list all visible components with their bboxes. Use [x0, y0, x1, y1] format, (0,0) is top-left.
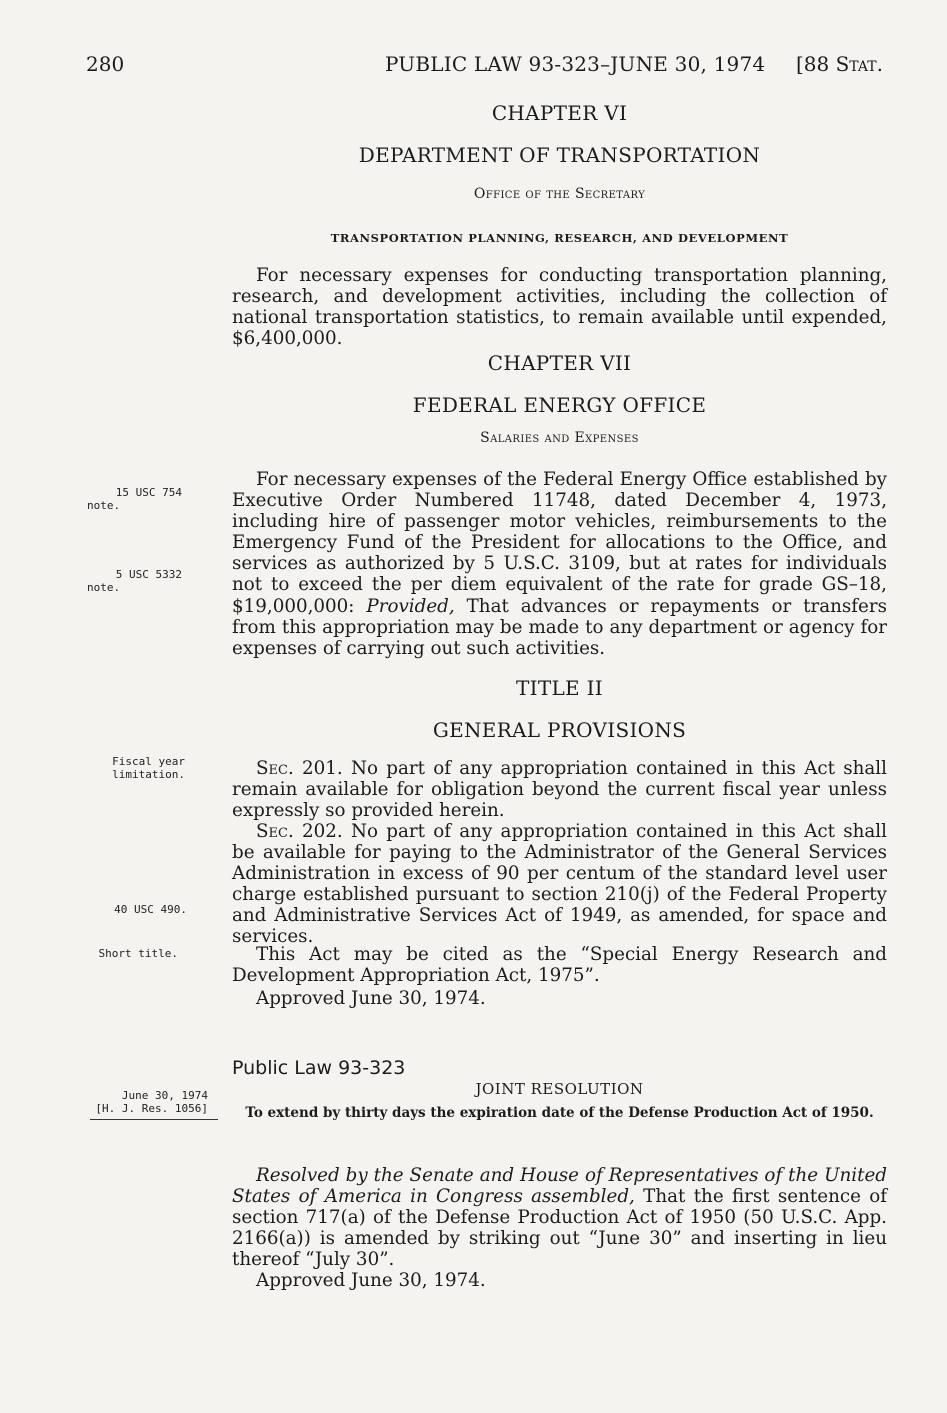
margin-note-fiscal-year-line2: limitation. [112, 768, 185, 781]
resolution-text: That the first sentence of section 717(a) of the Defense Production Act of 1950 (50 U.S.C. App. 2166(a)) is amended by striking out “June 30” and inserting in lieu thereof “July 30”. [232, 1186, 887, 1271]
statute-reference: [88 Stat. [796, 52, 883, 76]
joint-resolution-label: JOINT RESOLUTION [475, 1080, 644, 1098]
margin-note-fiscal-year-line1: Fiscal year [112, 755, 185, 768]
sec-201-text: No part of any appropriation contained in this Act shall remain available for obligation beyond the current fiscal year unless expressly so provided herein. [232, 758, 887, 822]
approved-line-1: Approved June 30, 1974. [256, 988, 486, 1009]
margin-note-40-usc: 40 USC 490. [114, 903, 187, 916]
agency-heading: FEDERAL ENERGY OFFICE [412, 393, 707, 417]
margin-note-5-usc-line1: 5 USC 5332 [115, 568, 182, 581]
sec-201-label: Sec. 201. [256, 758, 343, 779]
chapter-7-text-after: That advances or repayments or transfers from this appropriation may be made to any department or agency for expenses of carrying out such activities. [232, 595, 887, 659]
office-heading: Office of the Secretary [473, 186, 646, 202]
resolved-clause: Resolved by the Senate and House of Representatives of the United States of America in Congress assembled, [232, 1165, 887, 1208]
chapter-6-heading: CHAPTER VI [491, 101, 628, 125]
salaries-heading: Salaries and Expenses [480, 430, 639, 446]
provided-word: Provided, [366, 595, 455, 617]
margin-note-underline [90, 1119, 218, 1120]
margin-note-short-title: Short title. [98, 947, 178, 960]
joint-resolution-description: To extend by thirty days the expiration date of the Defense Production Act of 1950. [245, 1105, 874, 1121]
margin-note-5-usc-line2: note. [87, 581, 121, 594]
margin-note-date-line2: [H. J. Res. 1056] [95, 1102, 208, 1115]
page-number: 280 [86, 52, 125, 76]
running-title: PUBLIC LAW 93-323–JUNE 30, 1974 [385, 52, 766, 76]
chapter-7-text: For necessary expenses of the Federal Energy Office established by Executive Order Numbered 11748, dated December 4, 1973, including hire of passenger motor vehicles, reimbursements to the Emergency Fund of the President for allocations to the Office, and services as authorized by 5 U.S.C. 3109, but at rates for individuals not to exceed the per diem equivalent of the rate for grade GS–18, $19,000,000: [232, 469, 887, 617]
margin-note-15-usc-line2: note. [87, 499, 121, 512]
sec-202-label: Sec. 202. [256, 821, 343, 842]
margin-note-date-line1: June 30, 1974 [121, 1089, 208, 1102]
resolution-paragraph [232, 1165, 887, 1270]
short-title-paragraph: This Act may be cited as the “Special Energy Research and Development Appropriation Act, 1975”. [232, 944, 887, 987]
general-provisions-heading: GENERAL PROVISIONS [432, 718, 687, 742]
section-201-paragraph [232, 758, 887, 821]
section-202-paragraph [232, 821, 887, 948]
approved-line-2: Approved June 30, 1974. [256, 1270, 486, 1291]
chapter-6-paragraph: For necessary expenses for conducting transportation planning, research, and development activities, including the collection of national transportation statistics, to remain available until expended, $6,400,000. [232, 265, 887, 350]
margin-note-fiscal-year [70, 755, 185, 781]
margin-note-15-usc [70, 486, 182, 512]
margin-note-5-usc [70, 568, 182, 594]
chapter-7-paragraph [232, 469, 887, 659]
margin-note-date [70, 1089, 208, 1115]
margin-note-15-usc-line1: 15 USC 754 [115, 486, 182, 499]
chapter-7-heading: CHAPTER VII [487, 351, 632, 375]
department-heading: DEPARTMENT OF TRANSPORTATION [358, 143, 761, 167]
public-law-title: Public Law 93-323 [232, 1057, 406, 1079]
section-heading-transportation: TRANSPORTATION PLANNING, RESEARCH, AND DEVELOPMENT [330, 231, 789, 245]
title-2-heading: TITLE II [515, 676, 604, 700]
sec-202-text: No part of any appropriation contained in this Act shall be available for paying to the Administrator of the General Services Administration in excess of 90 per centum of the standard level user charge established pursuant to section 210(j) of the Federal Property and Administrative Services Act of 1949, as amended, for space and services. [232, 821, 887, 948]
